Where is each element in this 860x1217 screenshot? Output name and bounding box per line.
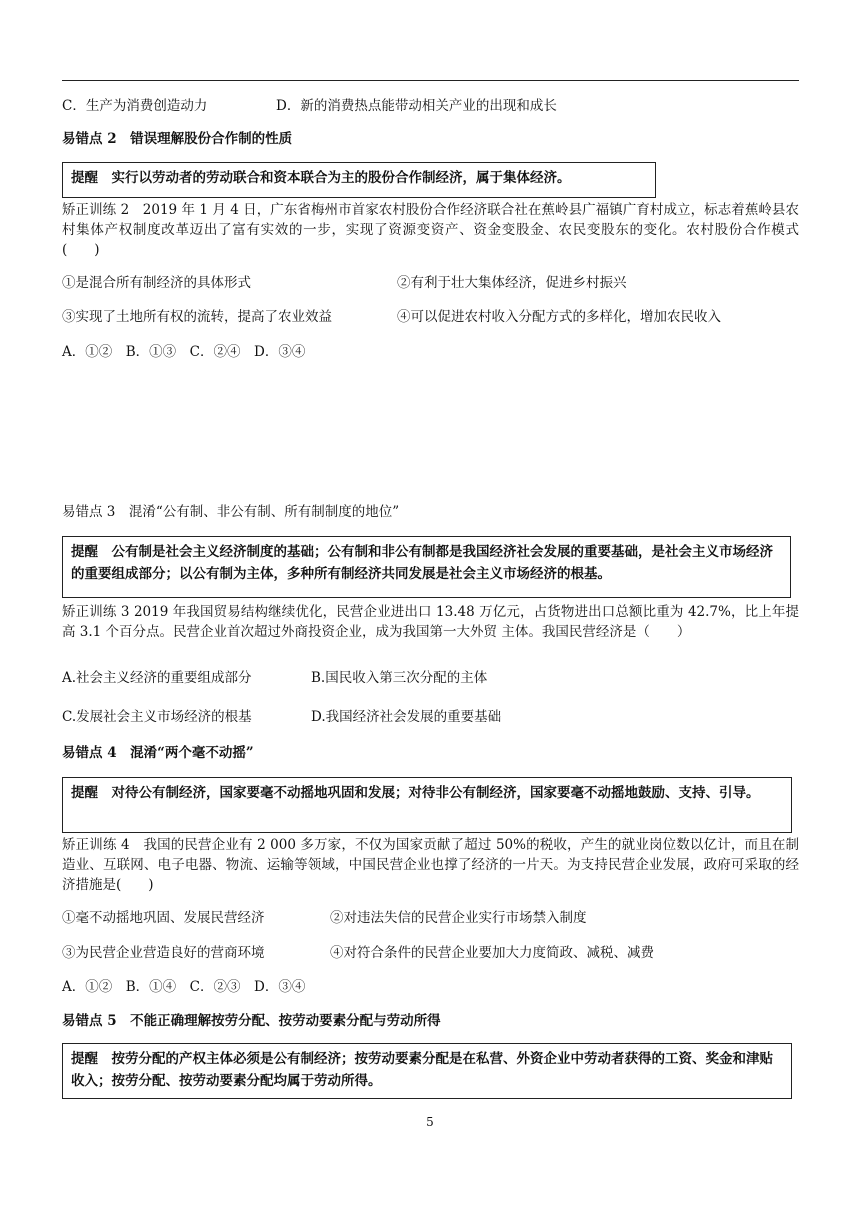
section-2-heading: 易错点 2 错误理解股份合作制的性质	[62, 131, 293, 147]
section-3-tip: 提醒 公有制是社会主义经济制度的基础；公有制和非公有制都是我国经济社会发展的重要基础，是社会主义市场经济的重要组成部分；以公有制为主体，多种所有制经济共同发展是社会主义市场经济的根基。	[71, 544, 773, 582]
section-4-statement-4: ④对符合条件的民营企业要加大力度简政、减税、减费	[330, 945, 654, 961]
section-5-heading: 易错点 5 不能正确理解按劳分配、按劳动要素分配与劳动所得	[62, 1013, 441, 1029]
section-3-heading: 易错点 3 混淆“公有制、非公有制、所有制制度的地位”	[62, 504, 400, 520]
section-4-statement-2: ②对违法失信的民营企业实行市场禁入制度	[330, 910, 587, 926]
section-4-heading: 易错点 4 混淆“两个毫不动摇”	[62, 745, 254, 761]
section-2-answers: A．①② B．①③ C．②④ D．③④	[62, 344, 306, 360]
section-4-question: 矫正训练 4 我国的民营企业有 2 000 多万家，不仅为国家贡献了超过 50%的税收，产生的就业岗位数以亿计，而且在制造业、互联网、电子电器、物流、运输等领域，中国民营企业也撑了经济的一片天。为支持民营企业发展，政府可采取的经济措施是( )	[62, 837, 799, 893]
section-2-statement-2: ②有利于壮大集体经济，促进乡村振兴	[397, 275, 627, 291]
section-2-question: 矫正训练 2 2019 年 1 月 4 日，广东省梅州市首家农村股份合作经济联合社在蕉岭县广福镇广育村成立，标志着蕉岭县农村集体产权制度改革迈出了富有实效的一步，实现了资源变资产、资金变股金、农民变股东的变化。农村股份合作模式( )	[62, 202, 799, 258]
q1-option-c: C．生产为消费创造动力	[62, 98, 208, 114]
section-2-tip-box	[62, 162, 656, 198]
section-5-tip: 提醒 按劳分配的产权主体必须是公有制经济；按劳动要素分配是在私营、外资企业中劳动者获得的工资、奖金和津贴收入；按劳分配、按劳动要素分配均属于劳动所得。	[71, 1051, 773, 1089]
section-3-tip-box	[62, 536, 791, 598]
section-4-tip: 提醒 对待公有制经济，国家要毫不动摇地巩固和发展；对待非公有制经济，国家要毫不动摇地鼓励、支持、引导。	[71, 785, 760, 801]
section-2-tip: 提醒 实行以劳动者的劳动联合和资本联合为主的股份合作制经济，属于集体经济。	[71, 170, 571, 186]
section-2-statement-4: ④可以促进农村收入分配方式的多样化，增加农民收入	[397, 309, 721, 325]
section-3-option-c: C.发展社会主义市场经济的根基	[62, 709, 252, 725]
section-4-answers: A．①② B．①④ C．②③ D．③④	[62, 979, 306, 995]
section-4-tip-box	[62, 777, 792, 833]
section-5-tip-box	[62, 1043, 792, 1099]
section-3-option-a: A.社会主义经济的重要组成部分	[62, 670, 252, 686]
q1-option-d: D．新的消费热点能带动相关产业的出现和成长	[276, 98, 557, 114]
section-2-statement-3: ③实现了土地所有权的流转，提高了农业效益	[62, 309, 332, 325]
section-4-statement-3: ③为民营企业营造良好的营商环境	[62, 945, 265, 961]
header-rule	[62, 80, 799, 81]
page-number: 5	[426, 1115, 434, 1129]
section-3-option-d: D.我国经济社会发展的重要基础	[311, 709, 502, 725]
section-2-statement-1: ①是混合所有制经济的具体形式	[62, 275, 251, 291]
section-3-option-b: B.国民收入第三次分配的主体	[311, 670, 488, 686]
section-4-statement-1: ①毫不动摇地巩固、发展民营经济	[62, 910, 265, 926]
section-3-question: 矫正训练 3 2019 年我国贸易结构继续优化，民营企业进出口 13.48 万亿元，占货物进出口总额比重为 42.7%，比上年提高 3.1 个百分点。民营企业首次超过外商投资企业，成为我国第一大外贸 主体。我国民营经济是（ ）	[62, 604, 799, 640]
